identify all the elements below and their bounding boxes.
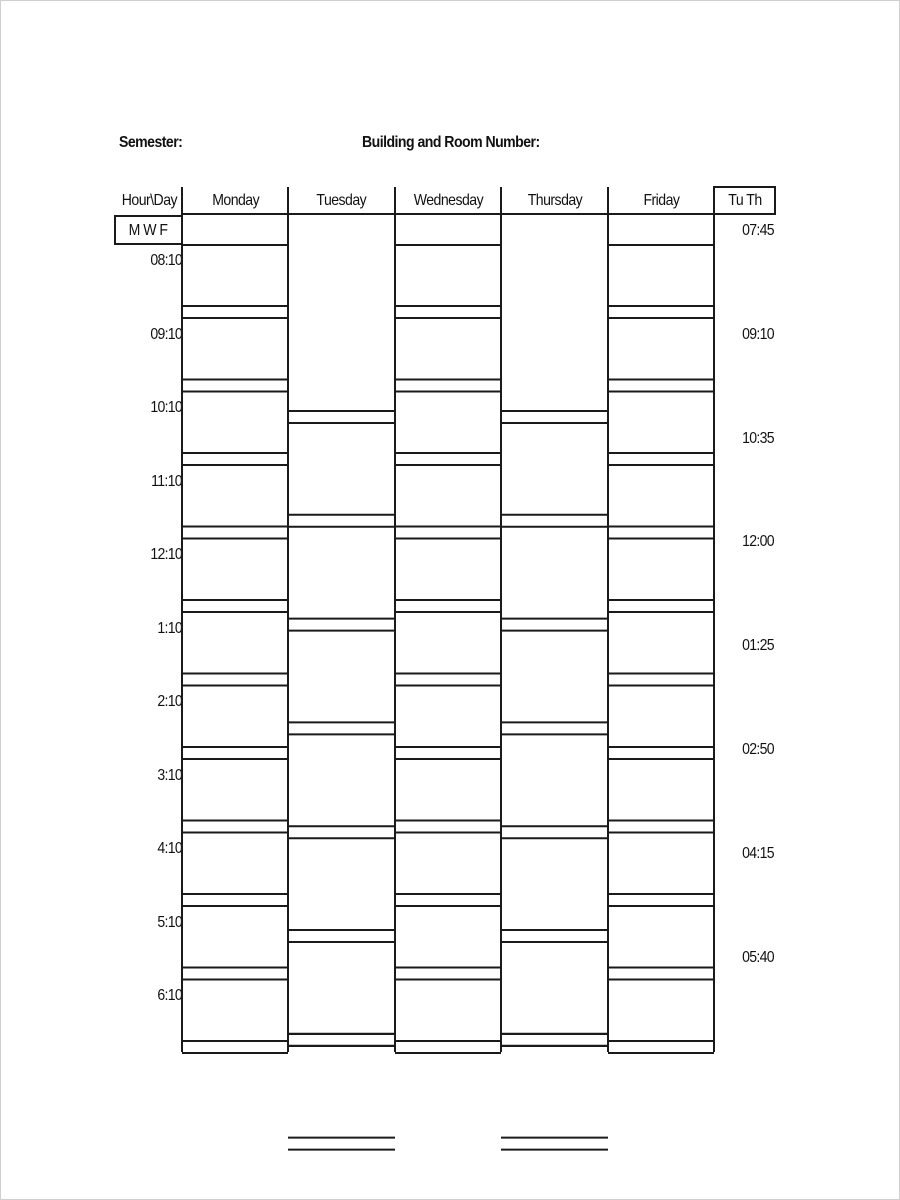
header-monday: Monday [212, 192, 259, 209]
mwf-box [115, 216, 182, 244]
mwf-time-label: 5:10 [157, 913, 182, 931]
tuth-time-label: 12:00 [742, 533, 774, 551]
tuth-time-label: 10:35 [742, 429, 774, 447]
tuth-time-label: 09:10 [742, 325, 774, 343]
mwf-time-label: 12:10 [150, 546, 182, 563]
header-tuth: Tu Th [727, 192, 762, 209]
mwf-label: M W F [129, 222, 168, 239]
semester-label: Semester: [119, 134, 183, 151]
hour-day-header: Hour\Day [121, 192, 177, 209]
mwf-time-label: 09:10 [150, 325, 182, 343]
building-room-label: Building and Room Number: [362, 134, 540, 151]
mwf-time-label: 6:10 [157, 987, 182, 1004]
mwf-time-label: 1:10 [157, 619, 182, 637]
mwf-time-label: 2:10 [157, 693, 182, 710]
mwf-time-label: 11:10 [151, 472, 182, 490]
header-thursday: Thursday [527, 192, 582, 209]
mwf-time-label: 10:10 [150, 399, 182, 416]
mwf-time-label: 4:10 [157, 840, 182, 857]
mwf-time-label: 08:10 [150, 252, 182, 269]
header-friday: Friday [643, 192, 679, 209]
header-tuesday: Tuesday [316, 192, 367, 209]
tuth-time-label: 02:50 [742, 741, 774, 758]
tuth-time-label: 05:40 [742, 948, 774, 966]
tuth-time-label: 04:15 [742, 844, 774, 862]
mwf-time-label: 3:10 [157, 766, 182, 784]
tuth-time-label: 01:25 [742, 637, 774, 655]
header-wednesday: Wednesday [413, 192, 483, 209]
tuth-time-label: 07:45 [742, 222, 774, 239]
tuth-box [714, 187, 775, 214]
